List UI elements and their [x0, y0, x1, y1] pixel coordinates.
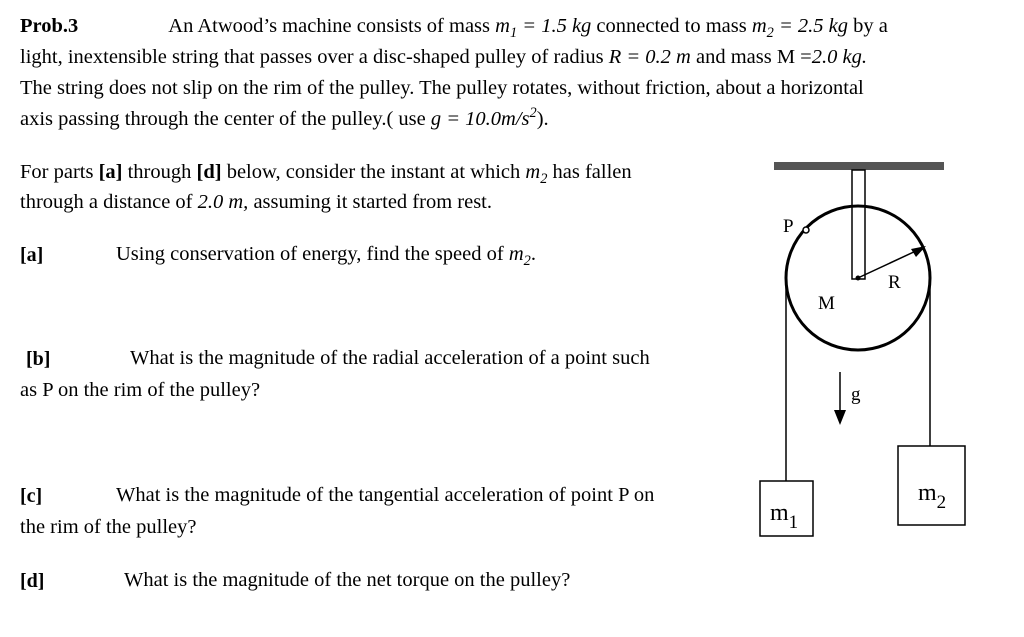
label-m1: $m_1$: [770, 500, 799, 533]
context-line-2: through a distance of 2.0 m, assuming it started from rest.: [20, 191, 492, 213]
label-r: R: [888, 272, 901, 293]
gravity-arrowhead: [834, 410, 846, 425]
problem-line-3: The string does not slip on the rim of the pulley. The pulley rotates, without friction, about a horizontal: [20, 77, 864, 99]
context-line-1: For parts [a] through [d] below, consider the instant at which $m_2$ has fallen: [20, 161, 632, 188]
question-d-text: What is the magnitude of the net torque on the pulley?: [124, 569, 571, 591]
problem-label: Prob.3: [20, 15, 79, 37]
question-c-text-2: the rim of the pulley?: [20, 516, 197, 538]
question-b-text-2: as P on the rim of the pulley?: [20, 379, 261, 401]
label-m: M: [818, 293, 835, 314]
ceiling-bar: [774, 162, 944, 170]
question-b-text-1: What is the magnitude of the radial acceleration of a point such: [130, 347, 650, 369]
label-p: P: [783, 216, 794, 237]
axle-point: [856, 276, 861, 281]
pulley-support: [852, 170, 865, 279]
problem-line-1: Prob.3 An Atwood’s machine consists of mass $m_1 = 1.5$ kg connected to mass $m_2 = 2.5$ kg by a: [20, 15, 888, 42]
question-a-label: [a]: [20, 244, 44, 266]
question-b-label: [b]: [26, 348, 51, 370]
question-a-text: Using conservation of energy, find the speed of $m_2$.: [116, 243, 536, 270]
label-m2: $m_2$: [918, 480, 947, 513]
label-g: g: [851, 384, 861, 405]
question-d-label: [d]: [20, 570, 45, 592]
question-c-text-1: What is the magnitude of the tangential acceleration of point P on: [116, 484, 655, 506]
question-c-label: [c]: [20, 485, 43, 507]
problem-line-4: axis passing through the center of the pulley.( use $g = 10.0m/s^2$).: [20, 105, 549, 130]
point-p-marker: [803, 227, 809, 233]
problem-line-2: light, inextensible string that passes over a disc-shaped pulley of radius R = 0.2 m and mass M =2.0 kg.: [20, 46, 867, 68]
